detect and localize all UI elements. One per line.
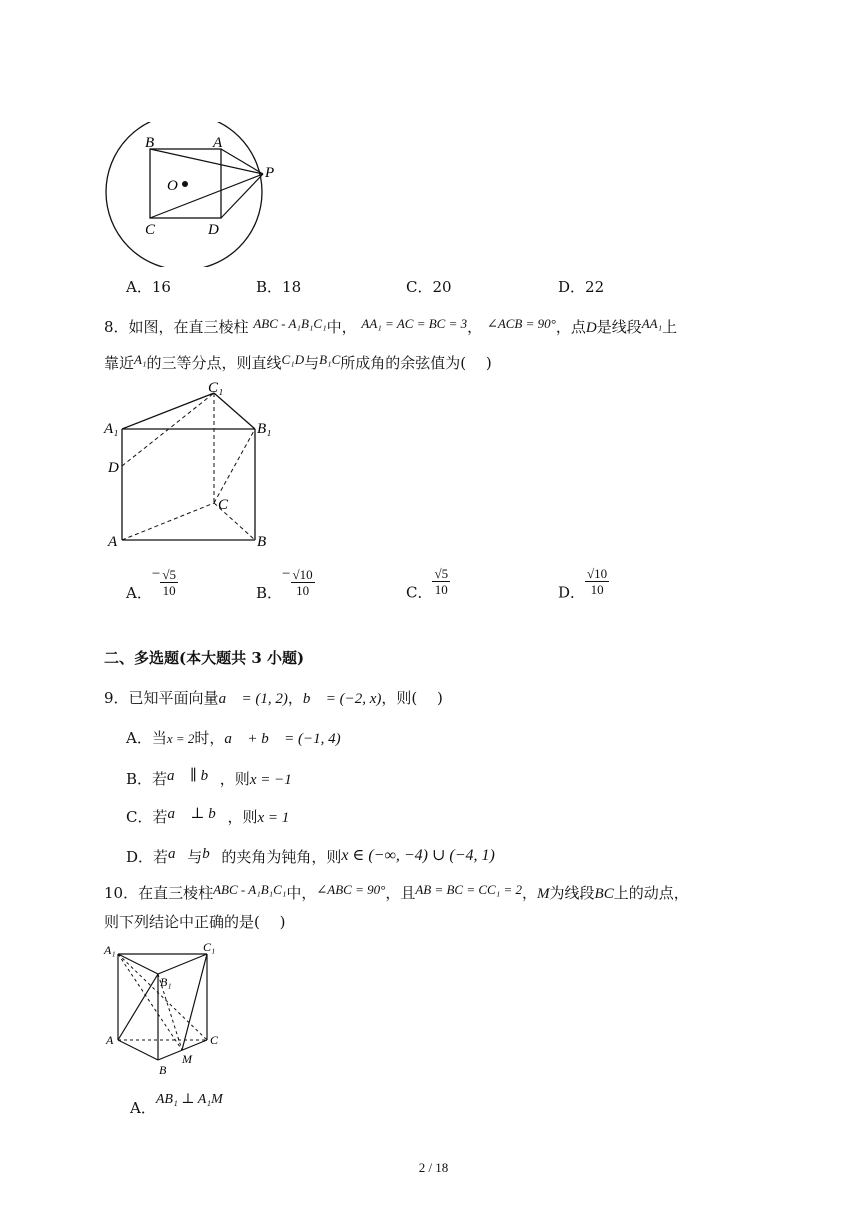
- q7-option-b[interactable]: B．18: [256, 278, 302, 296]
- q9-option-a[interactable]: A．当x = 2时，a⃗ + b⃗ = (−1, 4): [126, 729, 341, 747]
- label-p: P: [265, 165, 275, 181]
- q9-stem: 9．已知平面向量a⃗ = (1, 2)，b⃗ = (−2, x)，则( ): [104, 689, 443, 707]
- q10-figure: [100, 938, 230, 1078]
- label-c: C: [145, 222, 156, 238]
- q7-option-a[interactable]: A．16: [126, 278, 171, 296]
- label-b: B: [257, 534, 267, 550]
- page-number: 2 / 18: [418, 1160, 449, 1175]
- q8-figure: [102, 376, 287, 556]
- label-b: B: [145, 135, 155, 151]
- label-a: A: [108, 534, 118, 550]
- label-c1: C₁: [203, 940, 216, 954]
- q8-option-a[interactable]: A．− $\frac{√5}{10}$: [126, 566, 176, 602]
- label-a: A: [213, 135, 223, 151]
- q8-option-b[interactable]: B．− $\frac{√10}{10}$: [256, 566, 313, 602]
- q8-option-d[interactable]: D． $\frac{√10}{10}$: [558, 566, 608, 602]
- q9-option-c[interactable]: C．若a⃗ ⊥ b⃗，则x = 1: [126, 806, 290, 826]
- label-o: O: [167, 178, 178, 194]
- label-b1: B₁: [160, 975, 172, 989]
- label-c: C: [210, 1033, 219, 1047]
- label-d: D: [108, 460, 119, 476]
- q9-option-d[interactable]: D．若a⃗与b⃗的夹角为钝角，则x ∈ (−∞, −4) ∪ (−4, 1): [126, 846, 495, 866]
- circle: [106, 122, 262, 267]
- q10-line2: 则下列结论中正确的是( ): [104, 913, 286, 931]
- q8-line2: 靠近A₁的三等分点，则直线C₁D与B₁C所成角的余弦值为( ): [104, 352, 492, 372]
- section-title: 二、多选题(本大题共 3 小题): [104, 649, 305, 667]
- q7-figure: [100, 122, 300, 267]
- q8-option-c[interactable]: C． $\frac{√5}{10}$: [406, 566, 449, 602]
- label-a1: A₁: [104, 421, 119, 437]
- label-c1: C₁: [208, 380, 224, 396]
- label-d: D: [208, 222, 219, 238]
- q9-option-b[interactable]: B．若a⃗ ∥ b⃗，则x = −1: [126, 768, 292, 788]
- label-c: C: [218, 497, 229, 513]
- label-a: A: [106, 1033, 114, 1047]
- q7-option-c[interactable]: C．20: [406, 278, 452, 296]
- label-m: M: [182, 1052, 192, 1066]
- q10-line1: 10．在直三棱柱ABC - A₁B₁C₁中，∠ABC = 90°，且AB = BC = CC₁ = 2，M为线段BC上的动点，: [104, 882, 689, 902]
- label-b: B: [159, 1063, 167, 1077]
- label-b1: B₁: [257, 421, 272, 437]
- q10-option-a[interactable]: A．AB₁ ⊥ A₁M: [130, 1092, 223, 1117]
- q8-line1: 8．如图，在直三棱柱 ABC - A₁B₁C₁中， AA₁ = AC = BC = 3， ∠ACB = 90°，点D是线段AA₁上: [104, 316, 678, 336]
- q7-option-d[interactable]: D．22: [558, 278, 605, 296]
- label-a1: A₁: [104, 943, 116, 957]
